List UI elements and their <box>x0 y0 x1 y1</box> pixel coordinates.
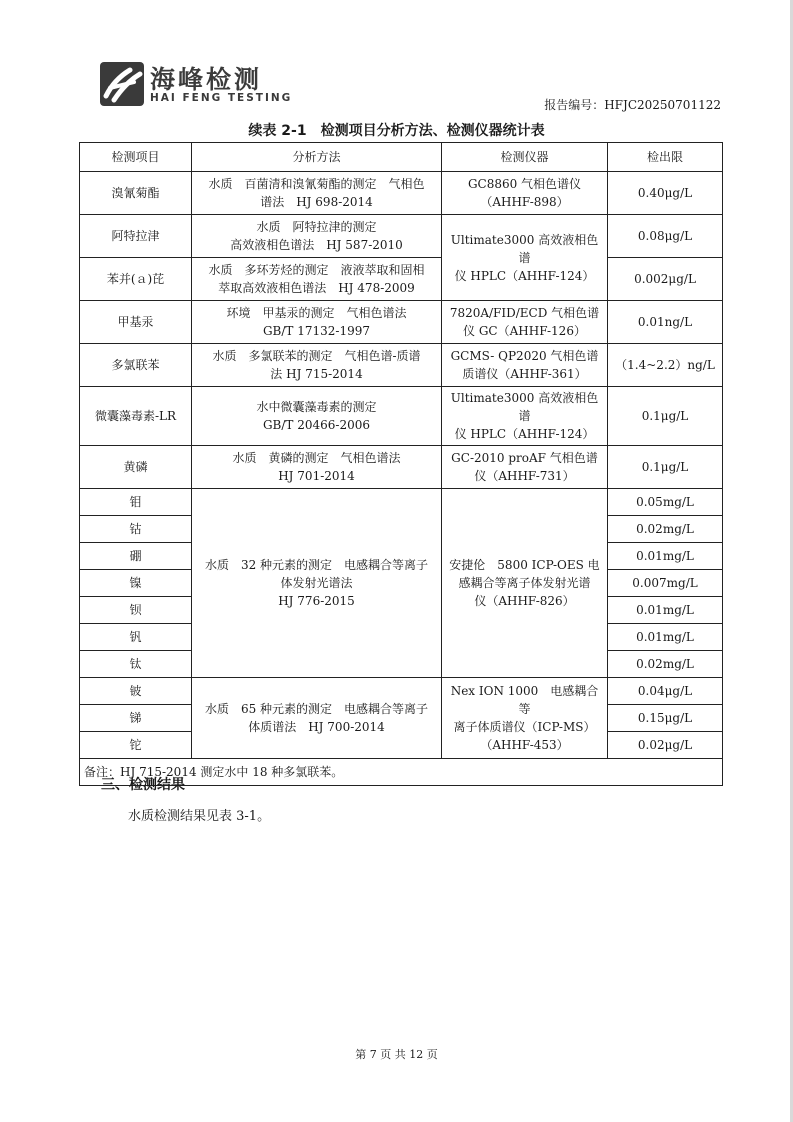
limit-cell: 0.05mg/L <box>608 489 723 516</box>
instrument-cell: Ultimate3000 高效液相色谱 仪 HPLC（AHHF-124） <box>442 215 608 301</box>
instrument-cell: 安捷伦 5800 ICP-OES 电 感耦合等离子体发射光谱 仪（AHHF-826） <box>442 489 608 678</box>
limit-cell: 0.01ng/L <box>608 301 723 344</box>
logo-english-name: HAI FENG TESTING <box>150 92 293 104</box>
instrument-cell: GC8860 气相色谱仪 （AHHF-898） <box>442 172 608 215</box>
limit-cell: 0.04μg/L <box>608 678 723 705</box>
item-cell: 钴 <box>80 516 192 543</box>
method-cell: 水质 阿特拉津的测定 高效液相色谱法 HJ 587-2010 <box>192 215 442 258</box>
item-cell: 铍 <box>80 678 192 705</box>
item-cell: 微囊藻毒素-LR <box>80 387 192 446</box>
item-cell: 钛 <box>80 651 192 678</box>
item-cell: 钒 <box>80 624 192 651</box>
method-cell: 水质 多环芳烃的测定 液液萃取和固相 萃取高效液相色谱法 HJ 478-2009 <box>192 258 442 301</box>
company-logo <box>100 62 300 108</box>
table-header-row <box>80 143 723 172</box>
limit-cell: 0.02μg/L <box>608 732 723 759</box>
item-cell: 多氯联苯 <box>80 344 192 387</box>
limit-cell: 0.1μg/L <box>608 387 723 446</box>
limit-cell: （1.4~2.2）ng/L <box>608 344 723 387</box>
item-cell: 铊 <box>80 732 192 759</box>
method-cell: 环境 甲基汞的测定 气相色谱法 GB/T 17132-1997 <box>192 301 442 344</box>
method-cell: 水质 65 种元素的测定 电感耦合等离子 体质谱法 HJ 700-2014 <box>192 678 442 759</box>
item-cell: 黄磷 <box>80 446 192 489</box>
section-text: 水质检测结果见表 3-1。 <box>128 809 271 824</box>
limit-cell: 0.1μg/L <box>608 446 723 489</box>
table-row <box>80 301 723 344</box>
item-cell: 甲基汞 <box>80 301 192 344</box>
item-cell: 钡 <box>80 597 192 624</box>
table-row <box>80 446 723 489</box>
instrument-cell: Ultimate3000 高效液相色谱 仪 HPLC（AHHF-124） <box>442 387 608 446</box>
item-cell: 硼 <box>80 543 192 570</box>
limit-cell: 0.002μg/L <box>608 258 723 301</box>
limit-cell: 0.007mg/L <box>608 570 723 597</box>
table-row <box>80 215 723 258</box>
item-cell: 苯并(ａ)芘 <box>80 258 192 301</box>
table-row <box>80 489 723 516</box>
page-footer: 第 7 页 共 12 页 <box>355 1048 438 1061</box>
item-cell: 镍 <box>80 570 192 597</box>
item-cell: 钼 <box>80 489 192 516</box>
item-cell: 阿特拉津 <box>80 215 192 258</box>
method-cell: 水中微囊藻毒素的测定 GB/T 20466-2006 <box>192 387 442 446</box>
methods-table <box>79 142 723 786</box>
limit-cell: 0.01mg/L <box>608 543 723 570</box>
item-cell: 锑 <box>80 705 192 732</box>
logo-chinese-name: 海峰检测 <box>150 65 263 94</box>
table-note: 备注：HJ 715-2014 测定水中 18 种多氯联苯。 <box>80 759 723 786</box>
table-row <box>80 258 723 301</box>
column-header: 检测仪器 <box>442 143 608 172</box>
method-cell: 水质 百菌清和溴氰菊酯的测定 气相色 谱法 HJ 698-2014 <box>192 172 442 215</box>
table-title: 续表 2-1 检测项目分析方法、检测仪器统计表 <box>248 123 545 139</box>
limit-cell: 0.08μg/L <box>608 215 723 258</box>
instrument-cell: Nex ION 1000 电感耦合等 离子体质谱仪（ICP-MS） （AHHF-453） <box>442 678 608 759</box>
instrument-cell: 7820A/FID/ECD 气相色谱 仪 GC（AHHF-126） <box>442 301 608 344</box>
table-row <box>80 344 723 387</box>
column-header: 分析方法 <box>192 143 442 172</box>
limit-cell: 0.02mg/L <box>608 651 723 678</box>
method-cell: 水质 黄磷的测定 气相色谱法 HJ 701-2014 <box>192 446 442 489</box>
column-header: 检出限 <box>608 143 723 172</box>
limit-cell: 0.01mg/L <box>608 624 723 651</box>
table-row <box>80 172 723 215</box>
instrument-cell: GCMS- QP2020 气相色谱 质谱仪（AHHF-361） <box>442 344 608 387</box>
column-header: 检测项目 <box>80 143 192 172</box>
method-cell: 水质 32 种元素的测定 电感耦合等离子 体发射光谱法 HJ 776-2015 <box>192 489 442 678</box>
report-number: 报告编号：HFJC20250701122 <box>544 98 721 112</box>
table-row <box>80 678 723 705</box>
limit-cell: 0.02mg/L <box>608 516 723 543</box>
hf-monogram-icon <box>100 62 144 106</box>
limit-cell: 0.01mg/L <box>608 597 723 624</box>
limit-cell: 0.15μg/L <box>608 705 723 732</box>
table-row <box>80 387 723 446</box>
item-cell: 溴氰菊酯 <box>80 172 192 215</box>
instrument-cell: GC-2010 proAF 气相色谱 仪（AHHF-731） <box>442 446 608 489</box>
method-cell: 水质 多氯联苯的测定 气相色谱-质谱 法 HJ 715-2014 <box>192 344 442 387</box>
limit-cell: 0.40μg/L <box>608 172 723 215</box>
section-heading: 三、检测结果 <box>101 777 185 793</box>
